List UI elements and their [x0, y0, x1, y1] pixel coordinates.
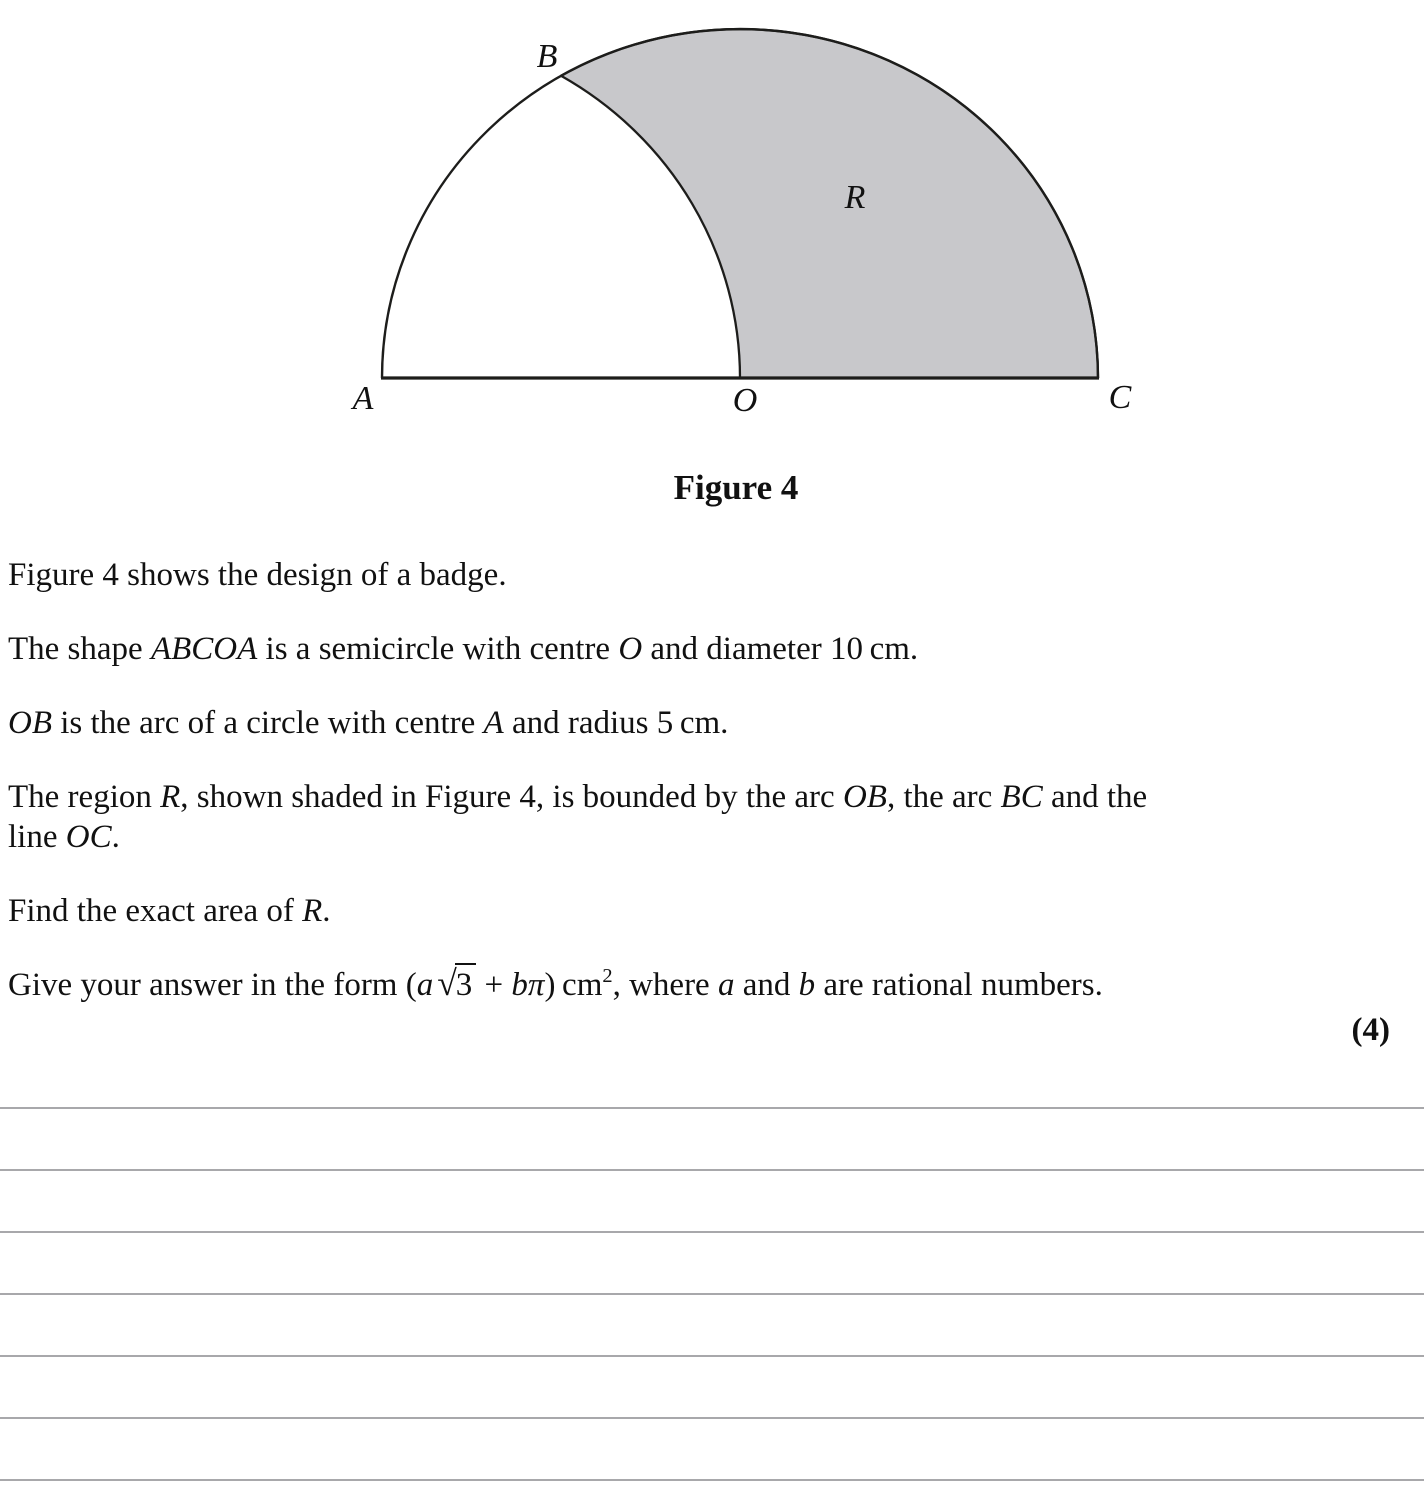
paragraph-region-r [8, 777, 1390, 857]
paragraph-answer-form [8, 965, 1390, 1005]
text-run: and the [1042, 779, 1148, 815]
text-run: + [476, 967, 512, 1003]
answer-line [0, 1417, 1424, 1419]
text-run: Figure 4 shows the design of a badge. [8, 557, 507, 593]
paragraph-semicircle [8, 629, 1390, 669]
question-text [8, 555, 1390, 1039]
figure-caption: Figure 4 [673, 468, 799, 507]
answer-line [0, 1293, 1424, 1295]
text-run-italic: R [160, 779, 181, 815]
text-run: . [322, 893, 331, 929]
text-run-italic: O [618, 631, 643, 667]
text-run-italic: BC [1000, 779, 1043, 815]
text-run: and [734, 967, 799, 1003]
radical-sign: √ [437, 963, 457, 1003]
text-run-italic: A [483, 705, 504, 741]
paragraph-intro [8, 555, 1390, 595]
region-label-r: R [844, 179, 866, 216]
badge-diagram-svg [0, 0, 1424, 432]
text-run: is a semicircle with centre [257, 631, 619, 667]
radicand: 3 [455, 963, 477, 1003]
text-run: The region [8, 779, 161, 815]
text-run: are rational numbers. [815, 967, 1103, 1003]
figure-4-diagram [0, 0, 1424, 520]
text-run-italic: b [511, 967, 528, 1003]
text-run: . [111, 819, 120, 855]
text-run: line [8, 819, 66, 855]
text-run: is the arc of a circle with centre [52, 705, 484, 741]
region-r-shape [561, 29, 1098, 378]
text-run: ) cm [544, 967, 603, 1003]
pi-symbol: π [527, 967, 545, 1003]
point-label-b: B [536, 38, 558, 75]
point-label-a: A [352, 380, 374, 417]
text-run: Give your answer in the form ( [8, 967, 417, 1003]
text-run: The shape [8, 631, 151, 667]
text-run: , the arc [886, 779, 1001, 815]
text-run-italic: ABCOA [150, 631, 258, 667]
point-label-c: C [1108, 379, 1132, 416]
text-run-italic: a [717, 967, 735, 1003]
text-run: , shown shaded in Figure 4, is bounded by the arc [180, 779, 843, 815]
paragraph-arc-ob [8, 703, 1390, 743]
text-run: , where [612, 967, 718, 1003]
answer-line [0, 1355, 1424, 1357]
superscript-2: 2 [602, 965, 613, 988]
text-run-italic: OB [8, 705, 52, 741]
answer-line [0, 1479, 1424, 1481]
text-run-italic: b [798, 967, 816, 1003]
text-run-italic: a [416, 967, 434, 1003]
text-run: and radius 5 cm. [503, 705, 729, 741]
text-run: Find the exact area of [8, 893, 303, 929]
text-run-italic: R [302, 893, 323, 929]
answer-line [0, 1231, 1424, 1233]
marks-badge: (4) [1351, 1012, 1390, 1048]
text-run-italic: OC [65, 819, 112, 855]
text-run-italic: OB [842, 779, 887, 815]
text-run: and diameter 10 cm. [642, 631, 919, 667]
paragraph-find-area [8, 891, 1390, 931]
answer-line [0, 1107, 1424, 1109]
answer-line [0, 1169, 1424, 1171]
point-label-o: O [732, 382, 758, 419]
